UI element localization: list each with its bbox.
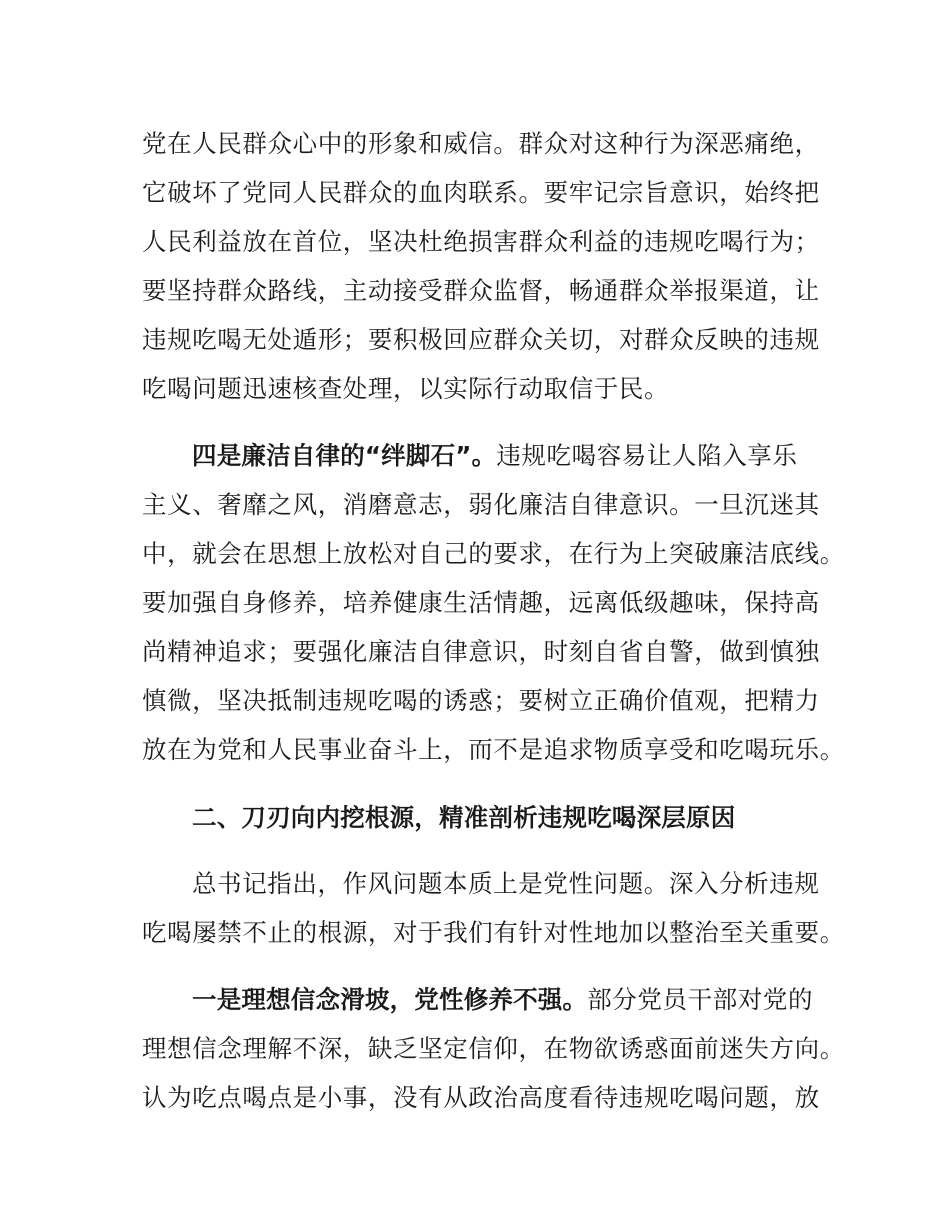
paragraph-one-heading: 一是理想信念滑坡，党性修养不强。 bbox=[192, 985, 588, 1014]
body-text-line: 尚精神追求；要强化廉洁自律意识，时刻自省自警，做到慎独 bbox=[142, 637, 820, 666]
paragraph-one-first-line bbox=[192, 982, 832, 1018]
body-text-line: 认为吃点喝点是小事，没有从政治高度看待违规吃喝问题，放 bbox=[142, 1083, 820, 1112]
body-text-line: 理想信念理解不深，缺乏坚定信仰，在物欲诱惑面前迷失方向。 bbox=[142, 1034, 845, 1063]
body-text-line: 吃喝屡禁不止的根源，对于我们有针对性地加以整治至关重要。 bbox=[142, 918, 845, 947]
paragraph-four-first-line bbox=[192, 438, 832, 474]
body-text-line: 要坚持群众路线，主动接受群众监督，畅通群众举报渠道，让 bbox=[142, 276, 820, 305]
body-text-line: 中，就会在思想上放松对自己的要求，在行为上突破廉洁底线。 bbox=[142, 539, 845, 568]
body-text-line: 主义、奢靡之风，消磨意志，弱化廉洁自律意识。一旦沉迷其 bbox=[142, 490, 820, 519]
paragraph-four-lead: 违规吃喝容易让人陷入享乐 bbox=[496, 441, 798, 470]
body-text-line: 党在人民群众心中的形象和威信。群众对这种行为深恶痛绝， bbox=[142, 129, 820, 158]
section-heading: 二、刀刃向内挖根源，精准剖析违规吃喝深层原因 bbox=[192, 803, 736, 832]
body-text-line: 总书记指出，作风问题本质上是党性问题。深入分析违规 bbox=[192, 869, 820, 898]
body-text-line: 慎微，坚决抵制违规吃喝的诱惑；要树立正确价值观，把精力 bbox=[142, 686, 820, 715]
paragraph-one-lead: 部分党员干部对党的 bbox=[587, 985, 814, 1014]
body-text-line: 违规吃喝无处遁形；要积极回应群众关切，对群众反映的违规 bbox=[142, 325, 820, 354]
body-text-line: 它破坏了党同人民群众的血肉联系。要牢记宗旨意识，始终把 bbox=[142, 178, 820, 207]
body-text-line: 人民利益放在首位，坚决杜绝损害群众利益的违规吃喝行为； bbox=[142, 227, 820, 256]
body-text-line: 吃喝问题迅速核查处理，以实际行动取信于民。 bbox=[142, 374, 670, 403]
body-text-line: 放在为党和人民事业奋斗上，而不是追求物质享受和吃喝玩乐。 bbox=[142, 735, 845, 764]
paragraph-four-heading: 四是廉洁自律的“绊脚石”。 bbox=[192, 441, 497, 470]
body-text-line: 要加强自身修养，培养健康生活情趣，远离低级趣味，保持高 bbox=[142, 588, 820, 617]
